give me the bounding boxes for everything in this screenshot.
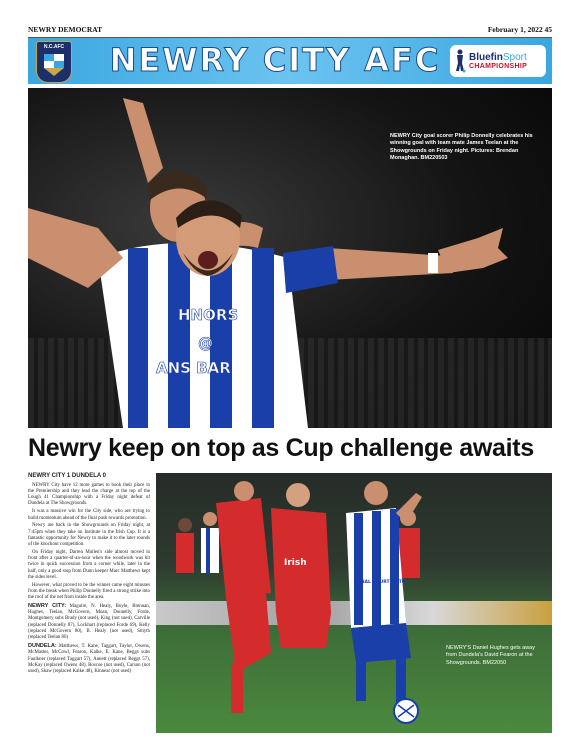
article-headline: Newry keep on top as Cup challenge awaits <box>28 434 534 462</box>
article-paragraph: It was a massive win for the City side, who are trying to build momentum ahead of the final push towards promotion. <box>28 509 150 521</box>
sponsor-logo <box>450 45 546 77</box>
newry-lineup-label: NEWRY CITY: <box>28 602 67 609</box>
match-action-illustration <box>156 473 552 733</box>
match-score: NEWRY CITY 1 DUNDELA 0 <box>28 473 107 479</box>
masthead-top-rule <box>28 25 552 38</box>
action-photo-caption: NEWRY'S Daniel Hughes gets away from Dundela's David Fearon at the Showgrounds. BM22050 <box>446 645 535 666</box>
sponsor-brand-main: Bluefin <box>469 51 503 63</box>
shirt-sponsor-line-1: HNORS <box>178 306 239 324</box>
article-paragraph: Newry are back in the Showgrounds on Friday night, at 7:45pm when they take on Institute in the Irish Cup. It is a fantastic opportunity for Newry to make it to the later rounds of the knockout competition. <box>28 523 150 548</box>
blue-shirt-sponsor: CANAL COURT HOTEL <box>354 580 408 585</box>
sponsor-brand-sub: Sport <box>502 51 527 63</box>
newry-lineup <box>28 603 150 642</box>
footballer-icon <box>454 49 466 73</box>
publication-name: NEWRY DEMOCRAT <box>28 25 103 34</box>
hero-photo <box>28 88 552 428</box>
hero-photo-caption: NEWRY City goal scorer Philip Donnelly celebrates his winning goal with team mate James Teelan at the Showgrounds on Friday night. Pictures: Brendan Monaghan. BM220503 <box>390 133 533 162</box>
dundela-lineup-text: Matthews, T. Kane, Taggart, Taylor, Owens, McMaster, McCowl, Fearon, Kalke, E. Kane, Beggs subs Faulkner (replaced Taggart 57), Annett (replaced Beggs 57), McKay (replaced Owens 48), Roscoe (not used), Carson (not used), Shaw (replaced Kalke 48), Kinnear (not used) <box>28 644 150 675</box>
dundela-lineup <box>28 643 150 675</box>
shirt-sponsor-line-2: @ <box>198 334 213 352</box>
date-and-page: February 1, 2022 45 <box>487 25 552 34</box>
crest-abbreviation: N.C.AFC <box>43 44 65 50</box>
banner-title: NEWRY CITY AFC <box>109 41 441 79</box>
red-shirt-sponsor: Irish <box>284 558 307 568</box>
match-action-photo <box>156 473 552 733</box>
article-paragraph: However, what proved to be the winner came eight minutes from the break when Philip Donnelly fired a strong strike into the roof of the net from inside the area. <box>28 582 150 601</box>
crest-shield-icon <box>42 52 66 78</box>
club-crest-icon <box>36 41 72 83</box>
article-body <box>28 473 150 733</box>
sponsor-competition: CHAMPIONSHIP <box>469 62 528 70</box>
newry-lineup-text: Maguire, N. Healy, Boyle, Brennan, Hughes, Teelan, McGovern, Moan, Donnelly, Forde, Montgomery subs Brady (not used), King (not used), Carville (replaced Donnelly 87), Lockhart (replaced Forde 69), Kelly (replaced McGovern 80), B. Healy (not used), Smyth (replaced Teelan 80) <box>28 603 150 641</box>
article-paragraph: On Friday night, Darren Mullen's side almost moved in front after a quarter-of-an-hour when the woodwork was hit twice in quick succession from a corner while, later in the half, only a good stop from Dunn keeper Marc Matthews kept the sides level. <box>28 549 150 580</box>
article-paragraph: NEWRY City have 12 more games to book their place in the Premiership and they lead the charge at the top of the Lough 41 Championship with a Friday night defeat of Dundela at The Showgrounds. <box>28 482 150 507</box>
dundela-lineup-label: DUNDELA: <box>28 643 57 650</box>
shirt-sponsor-line-3: ANS BAR <box>156 359 231 377</box>
section-banner <box>28 38 552 84</box>
